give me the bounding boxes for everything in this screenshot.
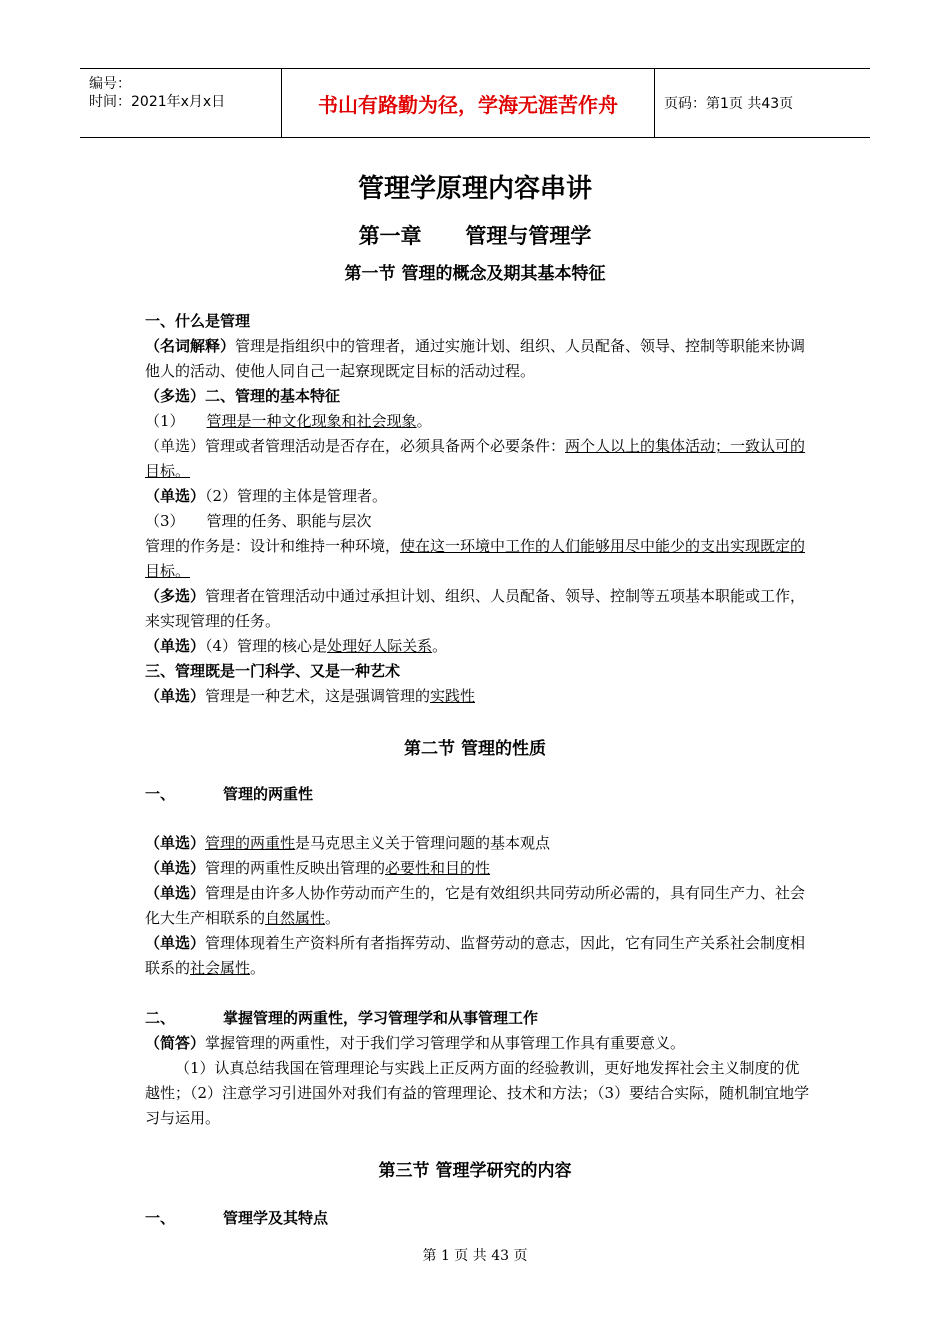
page-footer: 第 1 页 共 43 页 [422, 1248, 528, 1264]
item-3 [145, 509, 810, 534]
paragraph-short-answer [145, 1031, 810, 1056]
q4-text: 管理体现着生产资料所有者指挥劳动、监督劳动的意志，因此，它有同生产关系社会制度相联系的 [145, 934, 806, 977]
paragraph-q2 [145, 856, 810, 881]
underlined-text: 社会属性 [190, 959, 251, 977]
section-1-body [145, 309, 810, 709]
underlined-text: 使在这一环境中工作的人们能够用尽中能少的支出实现既定的目标。 [145, 537, 806, 580]
heading-text: 掌握管理的两重性，学习管理学和从事管理工作 [223, 1009, 539, 1027]
punct: 。 [432, 637, 448, 655]
section-2-answer [145, 1031, 810, 1131]
underlined-text: 处理好人际关系 [327, 637, 433, 655]
heading-master-duality [145, 1006, 810, 1031]
header-left-cell [80, 69, 280, 137]
tag-single: （单选） [145, 834, 206, 852]
item-text: 管理的任务、职能与层次 [206, 512, 372, 530]
chapter-title: 第一章 管理与管理学 [358, 224, 592, 248]
paragraph-definition [145, 334, 810, 384]
paragraph-art [145, 684, 810, 709]
section-1-title: 第一节 管理的概念及期其基本特征 [344, 264, 606, 284]
header-page-info [664, 69, 870, 137]
tag-single: （单选） [145, 637, 206, 655]
document-title: 管理学原理内容串讲 [357, 174, 592, 204]
s1-text: 掌握管理的两重性，对于我们学习管理学和从事管理工作具有重要意义。 [205, 1034, 686, 1052]
paragraph-q1 [145, 831, 810, 856]
definition-text: 管理是指组织中的管理者，通过实施计划、组织、人员配备、领导、控制等职能来协调他人的活动、使他人同自己一起寮现既定目标的活动过程。 [145, 337, 806, 380]
art-text: 管理是一种艺术，这是强调管理的 [205, 687, 431, 705]
tag-single: （单选） [145, 487, 206, 505]
underlined-text: 自然属性 [265, 909, 326, 927]
heading-text: 管理的两重性 [223, 785, 314, 803]
paragraph-q3 [145, 881, 810, 931]
heading-basic-features [145, 384, 810, 409]
heading-text: 二、管理的基本特征 [205, 387, 341, 405]
time-label: 时间：2021年x月x日 [89, 94, 226, 110]
tag-single: （单选） [145, 934, 206, 952]
underlined-text: 管理的两重性 [205, 834, 296, 852]
q3-text: 管理是由许多人协作劳动而产生的，它是有效组织共同劳动所必需的，具有同生产力、社会化大生产相联系的 [145, 884, 806, 927]
serial-label: 编号： [89, 76, 131, 92]
item-number: （1） [145, 412, 185, 430]
heading-text: 管理学及其特点 [223, 1209, 329, 1227]
paragraph-subject [145, 484, 810, 509]
tag-multi: （多选） [145, 387, 206, 405]
q1-text: 是马克思主义关于管理问题的基本观点 [295, 834, 551, 852]
page-header [80, 68, 870, 138]
heading-science-art: 三、管理既是一门科学、又是一种艺术 [145, 662, 401, 680]
functions-text: 管理者在管理活动中通过承担计划、组织、人员配备、领导、控制等五项基本职能或工作，来实现管理的任务。 [145, 587, 806, 630]
heading-number: 一、 [145, 785, 176, 803]
underlined-text: 实践性 [430, 687, 476, 705]
heading-duality [145, 782, 810, 807]
q2-text: 管理的两重性反映出管理的 [205, 859, 386, 877]
underlined-text: 管理是一种文化现象和社会现象 [206, 412, 417, 430]
tasks-text: 管理的作务是：设计和维持一种环境， [145, 537, 401, 555]
section-2-title: 第二节 管理的性质 [404, 739, 546, 759]
core-text: （4）管理的核心是 [205, 637, 328, 655]
paragraph-conditions [145, 434, 810, 484]
underlined-text: 两个人以上的集体活动；一致认可的目标。 [145, 437, 806, 480]
tag-multi: （多选） [145, 587, 206, 605]
section-3-title: 第三节 管理学研究的内容 [378, 1161, 572, 1181]
subject-text: （2）管理的主体是管理者。 [205, 487, 388, 505]
item-number: （3） [145, 512, 185, 530]
paragraph-q4 [145, 931, 810, 981]
page-info-text: 页码：第1页 共43页 [664, 96, 794, 112]
underlined-text: 必要性和目的性 [385, 859, 491, 877]
heading-what-is-management: 一、什么是管理 [145, 312, 251, 330]
tag-single: （单选） [145, 884, 206, 902]
paragraph-tasks [145, 534, 810, 584]
tag-term: （名词解释） [145, 337, 236, 355]
punct: 。 [250, 959, 266, 977]
heading-management-science [145, 1206, 810, 1231]
tag-short-answer: （简答） [145, 1034, 206, 1052]
heading-number: 二、 [145, 1009, 176, 1027]
conditions-text: （单选）管理或者管理活动是否存在，必须具备两个必要条件： [145, 437, 566, 455]
punct: 。 [325, 909, 341, 927]
heading-number: 一、 [145, 1209, 176, 1227]
section-2-body [145, 831, 810, 981]
paragraph-core [145, 634, 810, 659]
paragraph-functions [145, 584, 810, 634]
tag-single: （单选） [145, 687, 206, 705]
header-motto: 书山有路勤为径，学海无涯苦作舟 [281, 69, 655, 137]
tag-single: （单选） [145, 859, 206, 877]
item-1 [145, 409, 810, 434]
paragraph-points: （1）认真总结我国在管理理论与实践上正反两方面的经验教训，更好地发挥社会主义制度的优越性；（2）注意学习引进国外对我们有益的管理理论、技术和方法；（3）要结合实际，随机制宜地学习与运用。 [145, 1059, 810, 1127]
punct: 。 [416, 412, 432, 430]
